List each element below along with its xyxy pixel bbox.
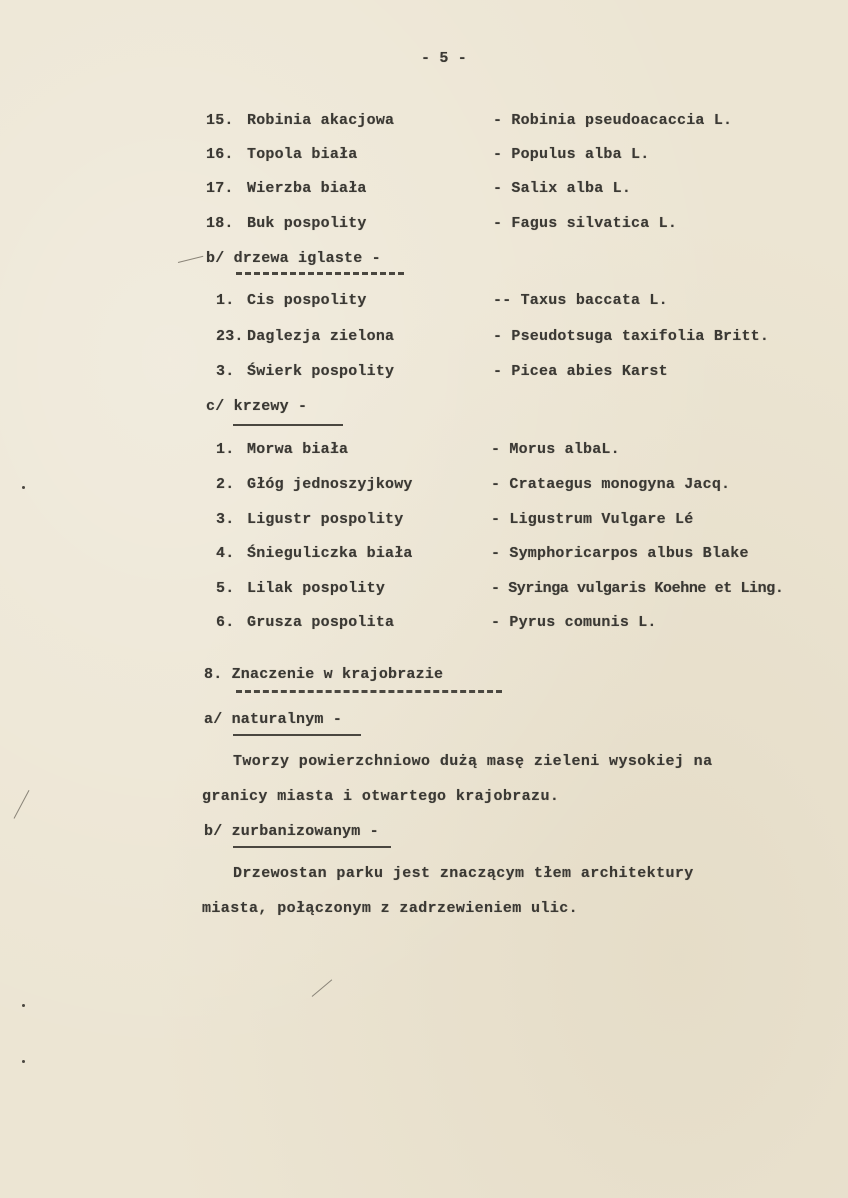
item-latin-name: - Morus albaL.	[491, 441, 620, 458]
item-latin-name: - Populus alba L.	[493, 146, 650, 163]
item-latin-name: - Pseudotsuga taxifolia Britt.	[493, 328, 770, 345]
item-latin-name: -- Taxus baccata L.	[493, 292, 668, 309]
item-latin-name: - Pyrus comunis L.	[491, 614, 657, 631]
item-number: 6.	[216, 614, 235, 631]
paragraph-line: granicy miasta i otwartego krajobrazu.	[202, 788, 560, 805]
item-number: 3.	[216, 363, 235, 380]
item-number: 1.	[216, 441, 235, 458]
paragraph-line: Tworzy powierzchniowo dużą masę zieleni wysokiej na	[233, 753, 713, 770]
section-heading: c/ krzewy -	[206, 398, 308, 415]
item-latin-name: - Crataegus monogyna Jacq.	[491, 476, 731, 493]
pencil-mark	[178, 256, 203, 263]
pencil-mark	[14, 790, 30, 819]
item-latin-name: - Fagus silvatica L.	[493, 215, 678, 232]
item-polish-name: Topola biała	[247, 146, 358, 163]
item-polish-name: Daglezja zielona	[247, 328, 395, 345]
item-latin-name: - Salix alba L.	[493, 180, 632, 197]
item-polish-name: Robinia akacjowa	[247, 112, 395, 129]
heading-underline	[236, 272, 404, 275]
subheading-underline	[233, 846, 391, 848]
item-polish-name: Wierzba biała	[247, 180, 367, 197]
item-polish-name: Ligustr pospolity	[247, 511, 404, 528]
item-number: 17.	[206, 180, 234, 197]
item-polish-name: Śnieguliczka biała	[247, 545, 413, 562]
item-number: 2.	[216, 476, 235, 493]
item-number: 15.	[206, 112, 234, 129]
item-polish-name: Grusza pospolita	[247, 614, 395, 631]
heading-underline	[233, 424, 343, 426]
heading-underline	[236, 690, 502, 693]
item-latin-name: - Robinia pseudoacaccia L.	[493, 112, 733, 129]
item-number: 4.	[216, 545, 235, 562]
subsection-heading: b/ zurbanizowanym -	[204, 823, 379, 840]
item-number: 1.	[216, 292, 235, 309]
section-heading: 8. Znaczenie w krajobrazie	[204, 666, 444, 683]
item-latin-name: - Symphoricarpos albus Blake	[491, 545, 749, 562]
item-polish-name: Buk pospolity	[247, 215, 367, 232]
subheading-underline	[233, 734, 361, 736]
item-latin-name: - Ligustrum Vulgare Lé	[491, 511, 694, 528]
item-polish-name: Morwa biała	[247, 441, 349, 458]
item-polish-name: Głóg jednoszyjkowy	[247, 476, 413, 493]
item-number: 18.	[206, 215, 234, 232]
item-number: 23.	[216, 328, 244, 345]
section-heading: b/ drzewa iglaste -	[206, 250, 381, 267]
subsection-heading: a/ naturalnym -	[204, 711, 343, 728]
item-number: 5.	[216, 580, 235, 597]
scan-dot	[22, 1004, 25, 1007]
item-latin-name: - Syringa vulgaris Koehne et Ling.	[491, 580, 784, 597]
item-latin-name: - Picea abies Karst	[493, 363, 668, 380]
paragraph-line: Drzewostan parku jest znaczącym tłem architektury	[233, 865, 694, 882]
item-polish-name: Świerk pospolity	[247, 363, 395, 380]
paragraph-line: miasta, połączonym z zadrzewieniem ulic.	[202, 900, 579, 917]
item-polish-name: Cis pospolity	[247, 292, 367, 309]
item-number: 16.	[206, 146, 234, 163]
scan-dot	[22, 1060, 25, 1063]
scan-dot	[22, 486, 25, 489]
item-polish-name: Lilak pospolity	[247, 580, 386, 597]
pencil-mark	[312, 979, 333, 996]
item-number: 3.	[216, 511, 235, 528]
page-number: - 5 -	[421, 50, 468, 67]
